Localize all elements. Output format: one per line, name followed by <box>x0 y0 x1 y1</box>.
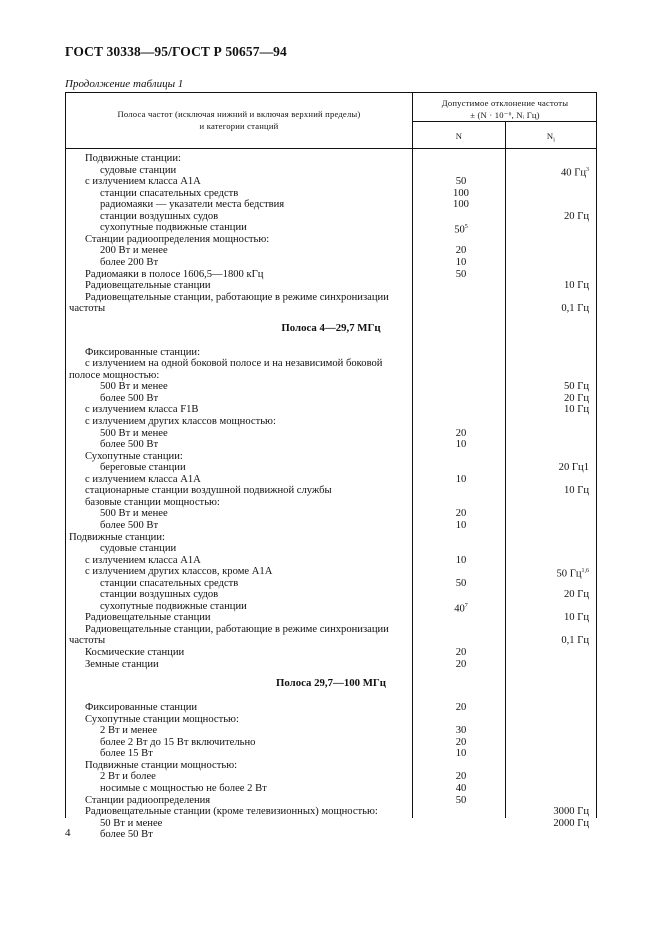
row-ni-text: 2000 Гц <box>553 817 589 829</box>
row-description: более 500 Вт <box>100 439 159 451</box>
row-n-text: 20 <box>455 245 467 257</box>
row-ni-value <box>507 404 589 415</box>
row-ni-text: 20 Гц1 <box>558 462 589 474</box>
column-divider-1 <box>412 92 413 818</box>
row-n-value <box>437 725 485 736</box>
table-left-border <box>65 92 66 818</box>
row-ni-text: 0,1 Гц <box>561 635 589 647</box>
row-description: Космические станции <box>85 647 185 658</box>
row-ni-value <box>507 485 589 496</box>
row-description: частоты <box>69 635 106 647</box>
row-description: сухопутные подвижные станции <box>100 222 247 234</box>
column-header-ni-label: N <box>546 131 554 141</box>
row-n-value <box>437 520 485 531</box>
frequency-tolerance-table <box>65 92 597 841</box>
row-n-text: 50 <box>455 577 467 589</box>
row-n-value <box>437 474 485 485</box>
column-header-band-line2: и категории станций <box>199 121 279 131</box>
row-n-value <box>437 428 485 439</box>
row-n-text: 40 <box>454 603 465 615</box>
row-description: с излучением других классов, кроме А1А <box>85 566 273 578</box>
row-ni-text: 10 Гц <box>563 404 589 416</box>
row-description: 500 Вт и менее <box>100 381 168 393</box>
row-n-value <box>437 783 485 794</box>
row-n-value <box>437 508 485 519</box>
row-description: более 500 Вт <box>100 519 159 531</box>
row-ni-value <box>507 806 589 817</box>
row-description: станции спасательных средств <box>100 187 239 199</box>
row-n-footnote-ref: 5 <box>464 224 468 231</box>
row-ni-value <box>507 393 589 404</box>
row-n-text: 50 <box>454 224 465 236</box>
row-ni-text: 50 Гц <box>563 381 589 393</box>
section-heading: Полоса 4—29,7 МГц <box>281 321 381 334</box>
row-ni-footnote-ref: 1,6 <box>581 568 589 575</box>
row-description: более 500 Вт <box>100 392 159 404</box>
row-n-text: 20 <box>455 508 467 520</box>
row-n-value <box>437 601 485 615</box>
row-ni-text: 40 Гц <box>560 167 586 179</box>
row-ni-value <box>507 303 589 314</box>
row-description: более 50 Вт <box>100 829 153 841</box>
row-n-value <box>437 222 485 236</box>
row-n-value <box>437 199 485 210</box>
row-description: 500 Вт и менее <box>100 508 168 520</box>
row-description: Сухопутные станции: <box>85 450 183 462</box>
row-ni-text: 3000 Гц <box>553 806 589 818</box>
row-description: Радиовещательные станции, работающие в режиме синхронизации <box>85 623 389 635</box>
row-description: полосе мощностью: <box>69 369 160 381</box>
row-n-text: 50 <box>455 176 467 188</box>
row-ni-value <box>507 211 589 222</box>
row-n-value <box>437 555 485 566</box>
row-description: Сухопутные станции мощностью: <box>85 713 239 725</box>
row-ni-value <box>507 566 589 580</box>
row-n-text: 40 <box>455 782 467 794</box>
table-header-bottom-border <box>65 148 597 149</box>
row-description: частоты <box>69 303 106 315</box>
row-description: с излучением на одной боковой полосе и на независимой боковой <box>85 358 383 370</box>
section-heading: Полоса 29,7—100 МГц <box>276 677 386 690</box>
row-n-text: 20 <box>455 658 467 670</box>
row-description: Радиомаяки в полосе 1606,5—1800 кГц <box>85 268 264 280</box>
row-description: с излучением класса А1А <box>85 176 201 188</box>
row-n-text: 20 <box>455 702 467 714</box>
row-description: береговые станции <box>100 462 186 474</box>
column-header-tolerance <box>414 97 596 121</box>
row-description: станции воздушных судов <box>100 210 219 222</box>
row-n-text: 100 <box>453 199 469 211</box>
row-description: Фиксированные станции <box>85 702 198 714</box>
row-description: более 2 Вт до 15 Вт включительно <box>100 736 256 748</box>
row-n-value <box>437 439 485 450</box>
row-n-text: 20 <box>455 771 467 783</box>
row-ni-value <box>507 280 589 291</box>
page-number: 4 <box>65 827 71 839</box>
row-ni-value <box>507 612 589 623</box>
row-ni-text: 0,1 Гц <box>561 303 589 315</box>
row-n-value <box>437 176 485 187</box>
row-description: 200 Вт и менее <box>100 245 168 257</box>
row-n-value <box>437 578 485 589</box>
row-description: Радиовещательные станции, работающие в режиме синхронизации <box>85 291 389 303</box>
row-n-value <box>437 257 485 268</box>
row-n-value <box>437 737 485 748</box>
row-description: судовые станции <box>100 543 177 555</box>
row-n-text: 10 <box>455 256 467 268</box>
column-header-band <box>69 108 409 132</box>
row-description: Станции радиоопределения мощностью: <box>85 233 270 245</box>
row-n-value <box>437 659 485 670</box>
row-ni-text: 50 Гц <box>556 568 582 580</box>
row-n-text: 30 <box>455 725 467 737</box>
row-description: с излучением класса F1B <box>85 404 199 416</box>
row-description: станции спасательных средств <box>100 577 239 589</box>
row-n-value <box>437 748 485 759</box>
row-n-text: 50 <box>455 794 467 806</box>
row-n-text: 10 <box>455 519 467 531</box>
row-n-text: 50 <box>455 268 467 280</box>
row-ni-value <box>507 165 589 179</box>
column-header-ni-subscript: i <box>553 137 556 144</box>
row-description: судовые станции <box>100 164 177 176</box>
row-n-value <box>437 702 485 713</box>
row-description: носимые с мощностью не более 2 Вт <box>100 782 267 794</box>
row-description: сухопутные подвижные станции <box>100 600 247 612</box>
row-ni-value <box>507 381 589 392</box>
row-description: Земные станции <box>85 658 159 670</box>
row-n-text: 20 <box>455 736 467 748</box>
row-description: стационарные станции воздушной подвижной службы <box>85 485 332 497</box>
row-description: Подвижные станции: <box>85 153 181 164</box>
column-header-ni <box>507 130 595 147</box>
row-description: Фиксированные станции: <box>85 346 201 358</box>
row-n-text: 20 <box>455 647 467 658</box>
table-right-border <box>596 92 597 818</box>
column-header-n: N <box>455 131 463 141</box>
subheader-divider <box>412 121 597 122</box>
row-ni-text: 20 Гц <box>563 210 589 222</box>
row-description: Станции радиоопределения <box>85 794 211 806</box>
document-header-title: ГОСТ 30338—95/ГОСТ Р 50657—94 <box>65 44 287 59</box>
row-n-text: 10 <box>455 473 467 485</box>
row-ni-footnote-ref: 3 <box>586 166 589 173</box>
table-continuation-label: Продолжение таблицы 1 <box>65 78 184 90</box>
row-n-value <box>437 795 485 806</box>
row-description: 500 Вт и менее <box>100 427 168 439</box>
row-ni-value <box>507 635 589 646</box>
row-ni-text: 20 Гц <box>563 589 589 601</box>
row-n-value <box>437 771 485 782</box>
column-divider-2 <box>505 121 506 818</box>
column-header-tolerance-line2: ± (N · 10⁻⁶, Nᵢ Гц) <box>470 110 540 120</box>
table-top-border <box>65 92 597 93</box>
row-n-text: 20 <box>455 427 467 439</box>
column-header-band-line1: Полоса частот (исключая нижний и включая верхний пределы) <box>117 109 361 119</box>
row-description: Радиовещательные станции <box>85 612 211 624</box>
row-description: Подвижные станции: <box>69 531 165 543</box>
column-header-tolerance-line1: Допустимое отклонение частоты <box>441 98 569 108</box>
row-description: с излучением класса А1А <box>85 554 201 566</box>
row-n-value <box>437 647 485 658</box>
row-description: Радиовещательные станции <box>85 280 211 292</box>
row-n-value <box>437 245 485 256</box>
row-description: Радиовещательные станции (кроме телевизионных) мощностью: <box>85 806 378 818</box>
row-n-text: 10 <box>455 748 467 760</box>
row-ni-text: 10 Гц <box>563 612 589 624</box>
row-description: Подвижные станции мощностью: <box>85 759 238 771</box>
row-description: с излучением других классов мощностью: <box>85 416 276 427</box>
row-n-text: 100 <box>453 187 469 199</box>
row-description: радиомаяки — указатели места бедствия <box>100 199 285 211</box>
row-description: более 200 Вт <box>100 256 159 268</box>
row-ni-text: 20 Гц <box>563 392 589 404</box>
row-ni-value <box>507 462 589 473</box>
row-n-footnote-ref: 7 <box>464 602 468 609</box>
row-description: 2 Вт и менее <box>100 725 158 737</box>
row-n-value <box>437 269 485 280</box>
row-n-text: 10 <box>455 554 467 566</box>
row-description: более 15 Вт <box>100 748 153 760</box>
row-ni-value <box>507 589 589 600</box>
row-n-text: 10 <box>455 439 467 451</box>
row-ni-value <box>507 818 589 829</box>
row-description: базовые станции мощностью: <box>85 496 220 508</box>
row-description: 50 Вт и менее <box>100 817 163 829</box>
row-ni-text: 10 Гц <box>563 485 589 497</box>
row-description: с излучением класса А1А <box>85 473 201 485</box>
row-description: 2 Вт и более <box>100 771 156 783</box>
row-ni-text: 10 Гц <box>563 280 589 292</box>
row-description: станции воздушных судов <box>100 589 219 601</box>
row-n-value <box>437 188 485 199</box>
